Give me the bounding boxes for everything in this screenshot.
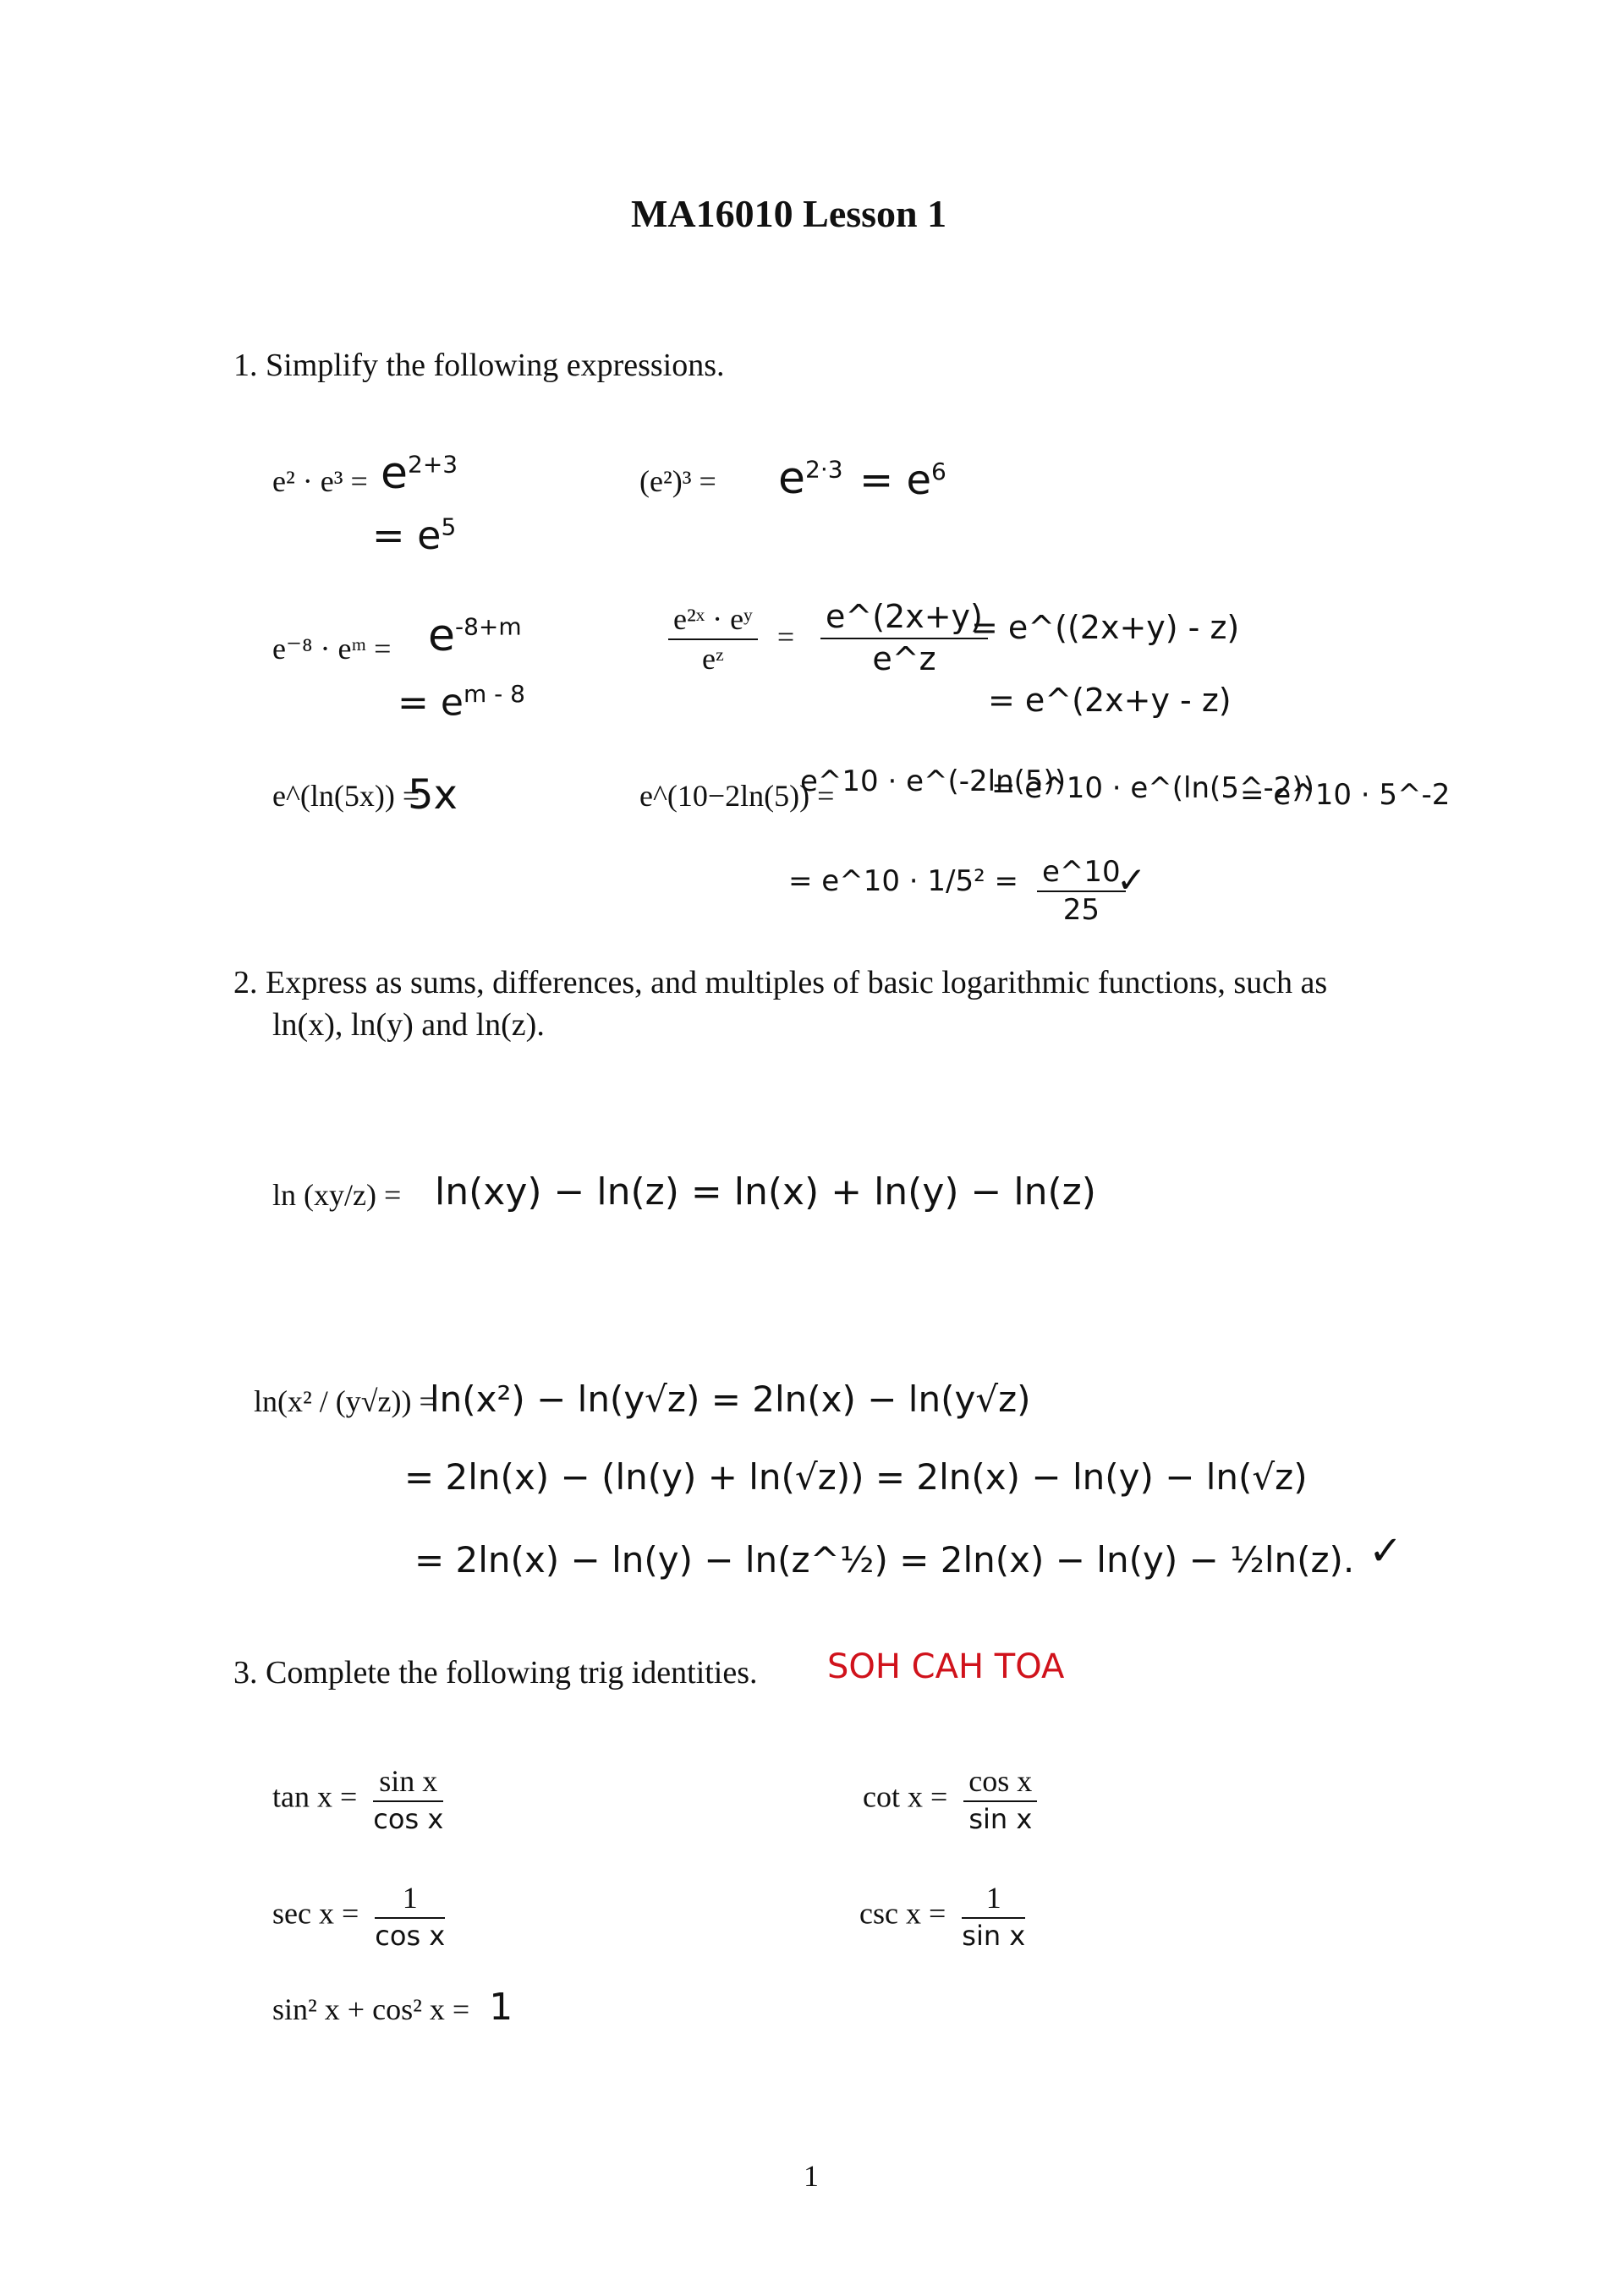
q1-a-lhs: e² · e³ =	[272, 464, 368, 498]
q1-d-lhs: $\frac{\text{e²ˣ · eʸ}}{\text{eᶻ}}$ =	[668, 602, 794, 677]
q3-pythagorean: sin² x + cos² x = 1	[272, 1986, 513, 2029]
q1-f-hw5: $\frac{e\^{}10}{25}$	[1037, 856, 1126, 927]
q3-csc: csc x = $\frac{1}{\text{sin x}}$	[859, 1881, 1026, 1953]
page-number: 1	[804, 2159, 819, 2193]
q1-f-lhs: e^(10−2ln(5)) =	[639, 779, 835, 813]
q3-mnemonic: SOH CAH TOA	[827, 1647, 1065, 1686]
q1-f-hw2: = e^10 · e^(ln(5^-2))	[991, 771, 1314, 805]
q2-b-hw1: ln(x²) − ln(y√z) = 2ln(x) − ln(y√z)	[430, 1378, 1031, 1420]
q1-b-hw1: $e^{2\cdot 3}$	[778, 453, 843, 504]
q1-f-hw3: = e^10 · 5^-2	[1240, 778, 1451, 812]
q1-c-hw2: = $e^{m - 8}$	[398, 680, 525, 725]
q1-check-icon: ✓	[1116, 859, 1147, 901]
q2-b-hw2: = 2ln(x) − (ln(y) + ln(√z)) = 2ln(x) − ln(y) − ln(√z)	[404, 1456, 1308, 1498]
q2-a-hw: ln(xy) − ln(z) = ln(x) + ln(y) − ln(z)	[435, 1170, 1096, 1214]
q1-b-hw2: = $e^6$	[859, 457, 946, 504]
q2-prompt-line2: ln(x), ln(y) and ln(z).	[272, 1007, 545, 1043]
q1-b-lhs: (e²)³ =	[639, 464, 716, 498]
q1-c-lhs: e⁻⁸ · eᵐ =	[272, 632, 392, 666]
q3-sec: sec x = $\frac{1}{\text{cos x}}$	[272, 1881, 446, 1953]
q1-f-hw1: e^10 · e^(-2ln(5))	[800, 764, 1067, 798]
q3-cot: cot x = $\frac{\text{cos x}}{\text{sin x}}$	[863, 1764, 1037, 1835]
q1-e-lhs: e^(ln(5x)) =	[272, 779, 420, 813]
page-title: MA16010 Lesson 1	[631, 192, 947, 235]
q1-e-hw: 5x	[408, 771, 458, 819]
q1-c-hw1: $e^{-8+m}$	[428, 611, 522, 661]
q2-prompt-line1: 2. Express as sums, differences, and multiples of basic logarithmic functions, such as	[233, 965, 1328, 1000]
q1-d-hw-step: = e^((2x+y) - z)	[971, 609, 1240, 646]
q1-d-hw-step2: = e^(2x+y - z)	[988, 682, 1232, 719]
q1-a-hw1: $e^{2+3}$	[381, 448, 458, 499]
q1-d-hw-fraction: $\frac{e\^{}(2x+y)}{e\^{}z}$	[820, 599, 988, 677]
q1-a-hw2: = $e^5$	[372, 512, 457, 558]
q3-tan: tan x = $\frac{\text{sin x}}{\text{cos x}}$	[272, 1764, 444, 1836]
q2-b-lhs: ln(x² / (y√z)) =	[254, 1384, 436, 1418]
q2-b-hw3: = 2ln(x) − ln(y) − ln(z^½) = 2ln(x) − ln(y) − ½ln(z).	[414, 1539, 1355, 1581]
q2-check-icon: ✓	[1369, 1527, 1403, 1575]
q1-prompt: 1. Simplify the following expressions.	[233, 348, 725, 383]
q3-prompt: 3. Complete the following trig identities.	[233, 1655, 758, 1690]
q2-a-lhs: ln (xy/z) =	[272, 1178, 402, 1212]
q1-f-hw4: = e^10 · 1/5² =	[788, 864, 1019, 898]
